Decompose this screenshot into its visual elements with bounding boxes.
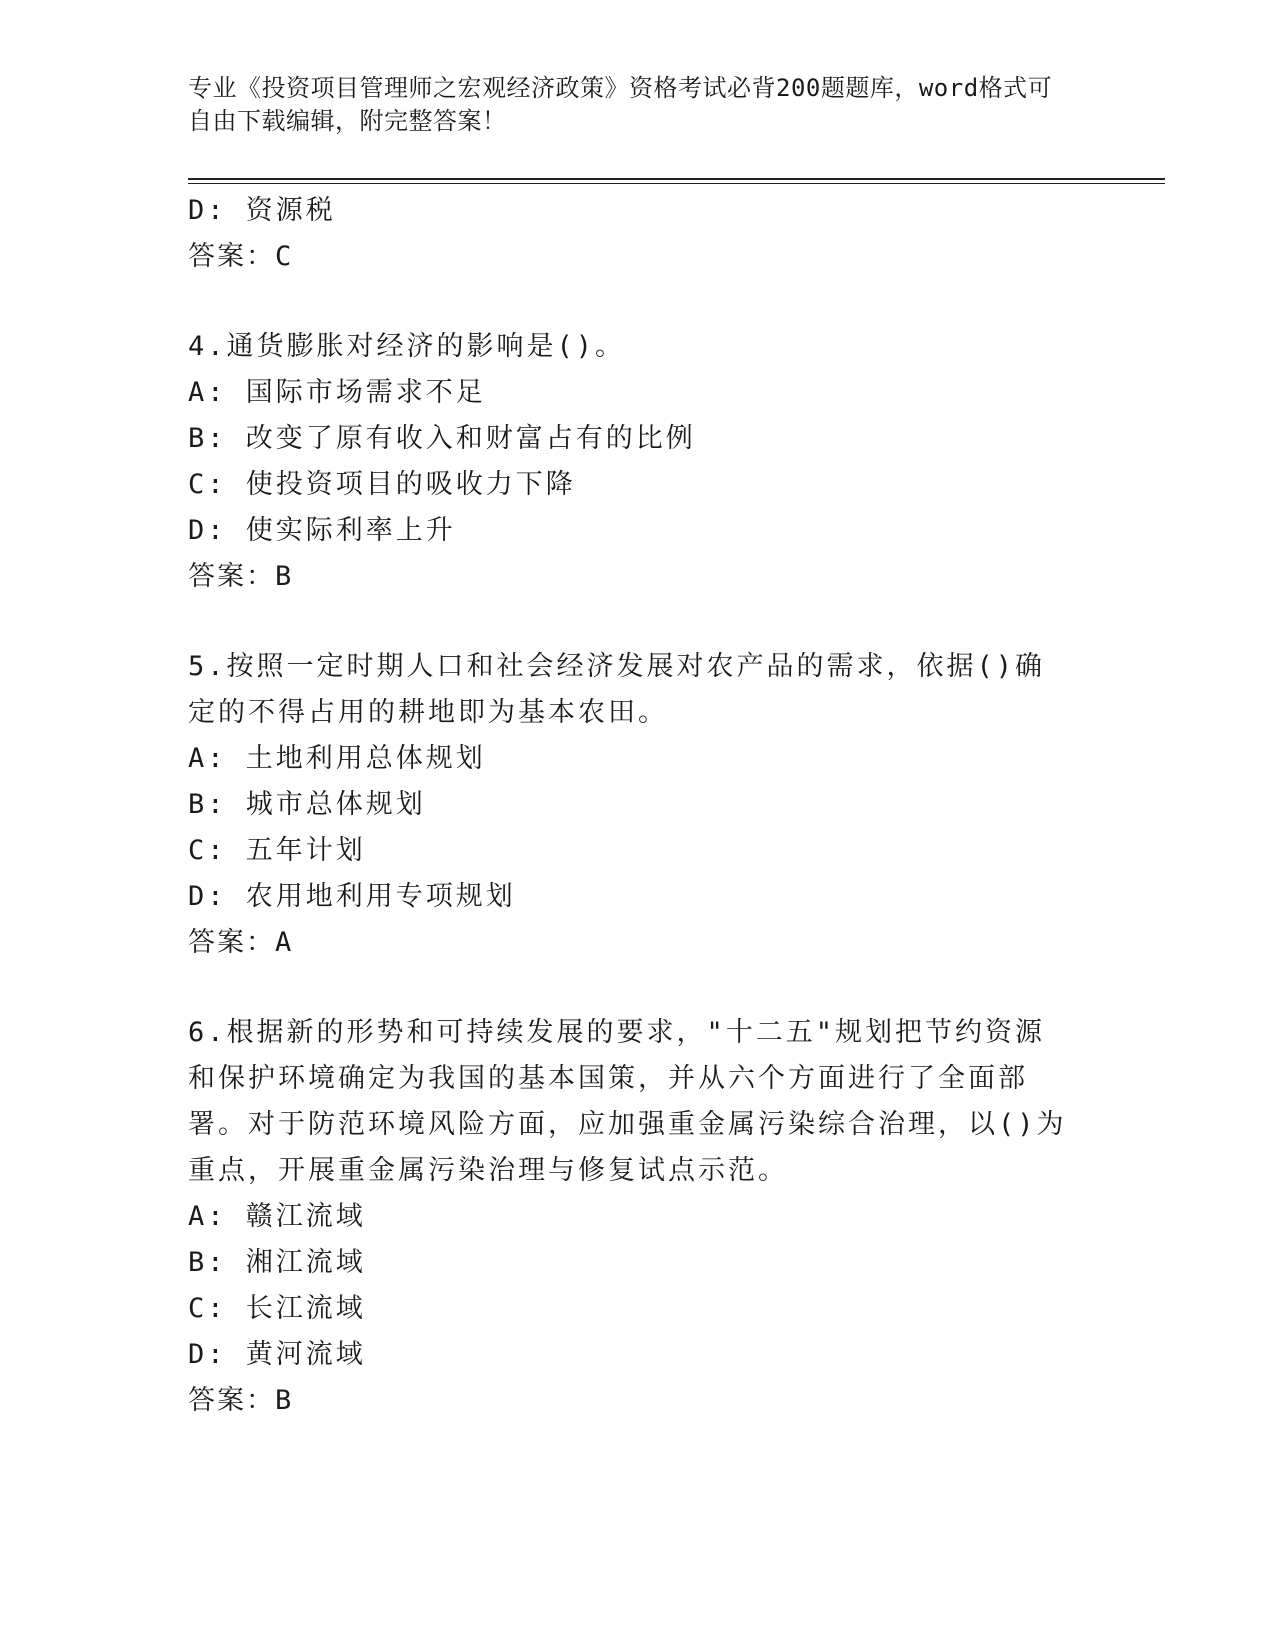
option-b: B: 城市总体规划 [188,789,426,820]
option-d: D: 黄河流域 [188,1339,366,1370]
question-stem: 4.通货膨胀对经济的影响是()。 [188,331,626,362]
question-stem: 6.根据新的形势和可持续发展的要求，"十二五"规划把节约资源和保护环境确定为我国的基本国策，并从六个方面进行了全面部署。对于防范环境风险方面，应加强重金属污染综合治理，以()为重点，开展重金属污染治理与修复试点示范。 [188,1017,1067,1186]
option-b: B: 改变了原有收入和财富占有的比例 [188,423,696,454]
option-a: A: 赣江流域 [188,1201,366,1232]
question-block [188,1010,1068,1424]
option-d: D: 资源税 [188,195,336,226]
answer [188,920,1068,966]
option-a: A: 土地利用总体规划 [188,743,486,774]
option-c: C: 使投资项目的吸收力下降 [188,469,576,500]
answer-label: 答案： [188,927,275,958]
answer-label: 答案： [188,241,275,272]
option-c: C: 五年计划 [188,835,366,866]
header-divider-thin [188,183,1165,184]
option-d: D: 农用地利用专项规划 [188,881,516,912]
answer-value: C [275,241,292,272]
question-stem: 5.按照一定时期人口和社会经济发展对农产品的需求，依据()确定的不得占用的耕地即为基本农田。 [188,651,1046,728]
question-block [188,324,1068,600]
answer-label: 答案： [188,561,275,592]
header-divider [188,178,1165,180]
answer-value: B [275,1385,292,1416]
option-c: C: 长江流域 [188,1293,366,1324]
answer-value: B [275,561,292,592]
option-b: B: 湘江流域 [188,1247,366,1278]
answer-label: 答案： [188,1385,275,1416]
page-header: 专业《投资项目管理师之宏观经济政策》资格考试必背200题题库，word格式可自由下载编辑，附完整答案！ [188,74,1053,135]
question-content [188,188,1068,1424]
question-block [188,644,1068,966]
answer [188,554,1068,600]
answer [188,1378,1068,1424]
answer-value: A [275,927,292,958]
option-a: A: 国际市场需求不足 [188,377,486,408]
answer [188,234,1068,280]
option-d: D: 使实际利率上升 [188,515,456,546]
